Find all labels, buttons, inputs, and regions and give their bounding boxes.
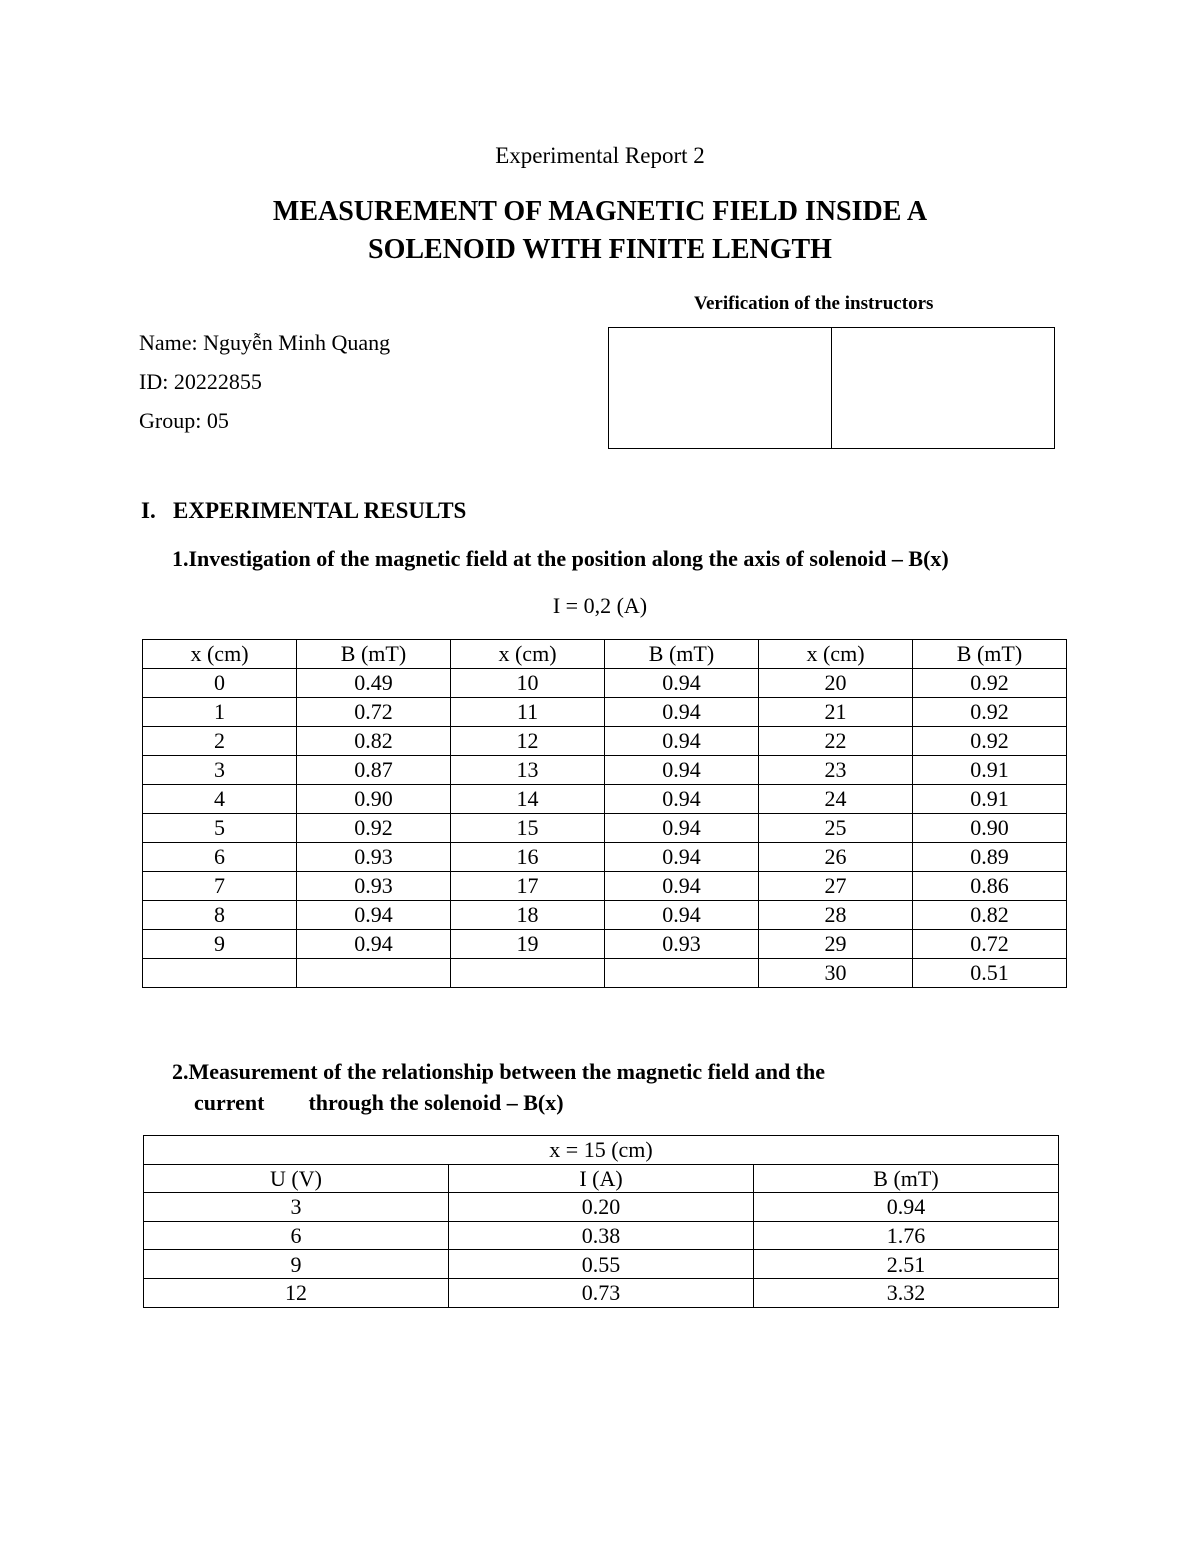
table-cell: 0.92 [913, 698, 1067, 727]
table-cell: 0.94 [605, 727, 759, 756]
table-cell: 0 [143, 669, 297, 698]
bx-table-body [143, 669, 1067, 988]
table-cell: 15 [451, 814, 605, 843]
table-cell: 0.94 [605, 843, 759, 872]
table-row [144, 1193, 1059, 1222]
verification-signature-box [608, 327, 1055, 449]
table-cell: 0.38 [449, 1221, 754, 1250]
column-header: x (cm) [759, 640, 913, 669]
table-cell: 0.94 [605, 669, 759, 698]
table-row [144, 1221, 1059, 1250]
table-cell [297, 959, 451, 988]
table-row [143, 727, 1067, 756]
table-cell: 20 [759, 669, 913, 698]
table-cell: 12 [451, 727, 605, 756]
table-cell [605, 959, 759, 988]
table-row [143, 959, 1067, 988]
table-row [143, 756, 1067, 785]
table-cell: 0.72 [913, 930, 1067, 959]
table-cell: 25 [759, 814, 913, 843]
table-cell: 16 [451, 843, 605, 872]
table-header-row [144, 1164, 1059, 1193]
table-cell: 0.82 [913, 901, 1067, 930]
table-cell: 17 [451, 872, 605, 901]
table-cell: 0.94 [297, 901, 451, 930]
table-cell: 2 [143, 727, 297, 756]
table-cell: 8 [143, 901, 297, 930]
table-row [143, 785, 1067, 814]
table-cell: 12 [144, 1278, 449, 1307]
table-cell: 0.94 [297, 930, 451, 959]
report-title-line-2: SOLENOID WITH FINITE LENGTH [368, 234, 832, 265]
table-cell: 0.94 [605, 814, 759, 843]
table-cell: 0.92 [913, 669, 1067, 698]
table-row [143, 901, 1067, 930]
table-cell: 0.73 [449, 1278, 754, 1307]
table-caption-row [144, 1136, 1059, 1165]
verification-label: Verification of the instructors [694, 293, 934, 314]
table-cell: 0.92 [297, 814, 451, 843]
table-cell: 0.91 [913, 785, 1067, 814]
table-cell: 23 [759, 756, 913, 785]
table-cell: 0.55 [449, 1250, 754, 1279]
table-cell: 1.76 [754, 1221, 1059, 1250]
table-cell: 0.93 [605, 930, 759, 959]
position-caption: x = 15 (cm) [144, 1136, 1059, 1165]
table-cell: 0.93 [297, 872, 451, 901]
table-cell: 0.72 [297, 698, 451, 727]
table-cell: 0.51 [913, 959, 1067, 988]
part2-heading-line-1: 2.Measurement of the relationship between the magnetic field and the [172, 1059, 826, 1084]
signature-cell-right [832, 328, 1054, 448]
table-cell: 9 [144, 1250, 449, 1279]
table-cell: 10 [451, 669, 605, 698]
table-row [143, 872, 1067, 901]
table-row [143, 814, 1067, 843]
table-cell: 0.90 [297, 785, 451, 814]
table-row [143, 843, 1067, 872]
signature-cell-left [609, 328, 832, 448]
column-header: U (V) [144, 1164, 449, 1193]
table-cell: 27 [759, 872, 913, 901]
part2-heading-line-2 [194, 1090, 564, 1116]
column-header: x (cm) [451, 640, 605, 669]
table-cell: 0.86 [913, 872, 1067, 901]
bx-measurement-table [142, 639, 1067, 988]
current-table-body [144, 1193, 1059, 1307]
column-header: B (mT) [913, 640, 1067, 669]
section-title: EXPERIMENTAL RESULTS [173, 498, 467, 523]
table-cell: 3.32 [754, 1278, 1059, 1307]
table-cell: 6 [143, 843, 297, 872]
table-cell: 7 [143, 872, 297, 901]
report-subtitle: Experimental Report 2 [495, 143, 705, 168]
table-cell: 3 [144, 1193, 449, 1222]
table-cell: 0.94 [605, 872, 759, 901]
table-cell: 30 [759, 959, 913, 988]
part2-heading-word: current [194, 1090, 265, 1115]
table-cell: 26 [759, 843, 913, 872]
table-cell: 13 [451, 756, 605, 785]
section-number: I. [141, 498, 156, 523]
table-cell: 0.93 [297, 843, 451, 872]
table-cell: 24 [759, 785, 913, 814]
table-cell: 18 [451, 901, 605, 930]
table-cell: 2.51 [754, 1250, 1059, 1279]
table-cell: 0.94 [605, 785, 759, 814]
table-cell: 14 [451, 785, 605, 814]
column-header: B (mT) [605, 640, 759, 669]
table-row [143, 669, 1067, 698]
table-cell: 1 [143, 698, 297, 727]
report-title-line-1: MEASUREMENT OF MAGNETIC FIELD INSIDE A [272, 196, 928, 227]
column-header: I (A) [449, 1164, 754, 1193]
student-group: Group: 05 [139, 408, 229, 433]
table-cell: 0.91 [913, 756, 1067, 785]
table-cell: 4 [143, 785, 297, 814]
table-cell: 29 [759, 930, 913, 959]
column-header: B (mT) [297, 640, 451, 669]
table-row [143, 698, 1067, 727]
student-name: Name: Nguyễn Minh Quang [139, 330, 391, 355]
table-cell: 3 [143, 756, 297, 785]
table-cell: 22 [759, 727, 913, 756]
table-cell: 0.94 [605, 756, 759, 785]
table-cell: 0.82 [297, 727, 451, 756]
table-cell: 9 [143, 930, 297, 959]
table-cell: 0.92 [913, 727, 1067, 756]
current-relationship-table [143, 1135, 1059, 1308]
current-value: I = 0,2 (A) [552, 593, 648, 618]
table-cell: 0.20 [449, 1193, 754, 1222]
part2-heading-rest: through the solenoid – B(x) [308, 1090, 564, 1115]
table-cell: 0.94 [754, 1193, 1059, 1222]
student-id: ID: 20222855 [139, 369, 262, 394]
column-header: B (mT) [754, 1164, 1059, 1193]
table-cell: 0.90 [913, 814, 1067, 843]
table-cell: 11 [451, 698, 605, 727]
column-header: x (cm) [143, 640, 297, 669]
table-cell: 5 [143, 814, 297, 843]
table-cell [451, 959, 605, 988]
report-title [0, 193, 1200, 269]
table-row [144, 1250, 1059, 1279]
table-cell: 19 [451, 930, 605, 959]
section-heading [141, 498, 466, 524]
table-header-row [143, 640, 1067, 669]
table-cell: 28 [759, 901, 913, 930]
table-cell: 0.94 [605, 698, 759, 727]
table-cell: 6 [144, 1221, 449, 1250]
table-cell: 0.94 [605, 901, 759, 930]
table-cell: 0.49 [297, 669, 451, 698]
table-cell: 0.87 [297, 756, 451, 785]
table-cell [143, 959, 297, 988]
part1-heading: 1.Investigation of the magnetic field at the position along the axis of solenoid – B(x) [172, 546, 949, 571]
table-row [143, 930, 1067, 959]
table-cell: 21 [759, 698, 913, 727]
table-row [144, 1278, 1059, 1307]
table-cell: 0.89 [913, 843, 1067, 872]
